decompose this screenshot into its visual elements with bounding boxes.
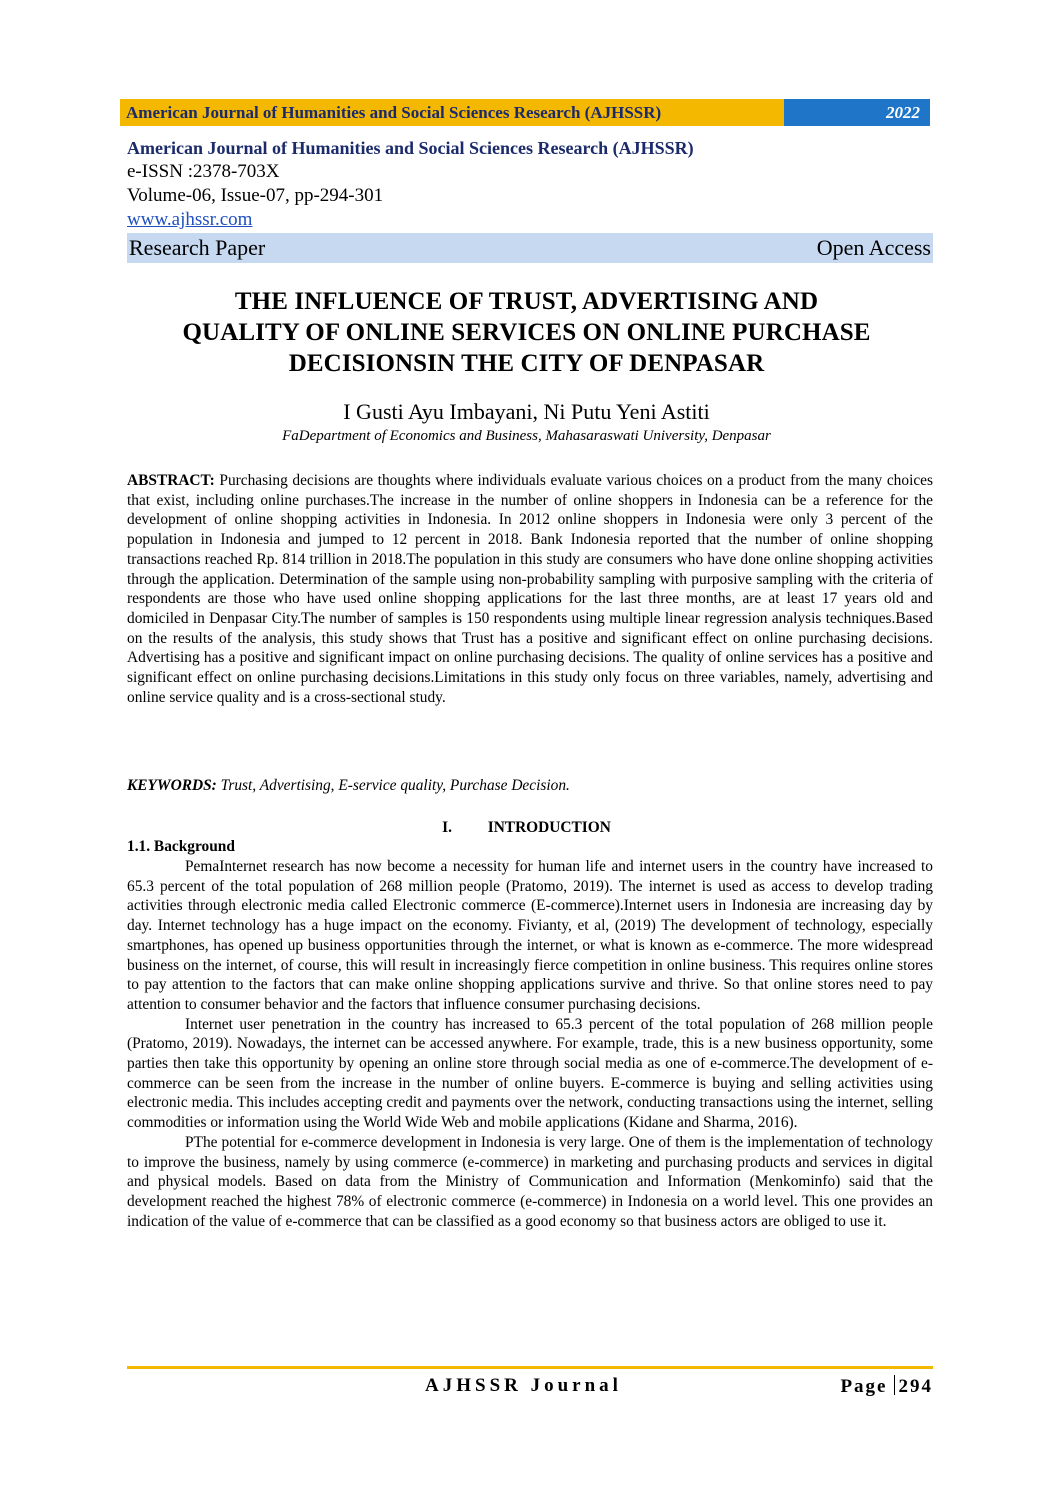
keywords-label: KEYWORDS: (127, 777, 217, 794)
authors: I Gusti Ayu Imbayani, Ni Putu Yeni Astiti (343, 399, 710, 424)
title-line: QUALITY OF ONLINE SERVICES ON ONLINE PURCHASE (182, 319, 871, 346)
running-header-year: 2022 (784, 99, 930, 126)
affiliation: FaDepartment of Economics and Business, Mahasaraswati University, Denpasar (282, 428, 771, 444)
footer-journal: AJHSSR Journal (425, 1375, 622, 1396)
abstract (127, 471, 933, 707)
section-number: I. (442, 819, 452, 836)
paragraph: PThe potential for e-commerce development in Indonesia is very large. One of them is the implementation of technology to improve the business, namely by using commerce (e-commerce) in marketing and purchasing products and services in digital and physical models. Based on data from the Ministry of Communication and Information (Menkominfo) said that the development reached the highest 78% of electronic commerce (e-commerce) in Indonesia on a world level. This one provides an indication of the value of e-commerce that can be classified as a good economy so that business actors are obliged to use it. (127, 1133, 933, 1230)
abstract-text: Purchasing decisions are thoughts where individuals evaluate various choices on a product from the many choices that exist, including online purchases.The increase in the number of online shoppers in Indonesia can be a reference for the development of online shopping activities in Indonesia. In 2012 online shoppers in Indonesia were only 3 percent of the population in Indonesia and jumped to 12 percent in 2018. Bank Indonesia reported that the number of online shopping transactions reached Rp. 814 trillion in 2018.The population in this study are consumers who have done online shopping activities through the application. Determination of the sample using non-probability sampling with purposive sampling with the criteria of respondents are those who have used online shopping applications for the last three months, are at least 17 years old and domiciled in Denpasar City.The number of samples is 150 respondents using multiple linear regression analysis techniques.Based on the results of the analysis, this study shows that Trust has a positive and significant effect on online purchasing decisions. Advertising has a positive and significant impact on online purchasing decisions. The quality of online services has a positive and significant effect on online purchasing decisions.Limitations in this study only focus on three variables, namely, advertising and online service quality and is a cross-sectional study. (127, 472, 933, 706)
page-separator (894, 1375, 895, 1395)
title-line: DECISIONSIN THE CITY OF DENPASAR (288, 350, 765, 377)
running-header-journal: American Journal of Humanities and Social Sciences Research (AJHSSR) (120, 99, 784, 126)
paragraph: PemaInternet research has now become a necessity for human life and internet users in the country have increased to 65.3 percent of the total population of 268 million people (Pratomo, 2019). The internet is used as access to develop trading activities through electronic media called Electronic commerce (E-commerce).Internet users in Indonesia are increasing day by day. Internet technology has a huge impact on the economy. Fivianty, et al, (2019) The development of technology, especially smartphones, has opened up business opportunities through the internet, or what is known as e-commerce. The more widespread business on the internet, of course, this will result in increasingly fierce competition in online business. This requires online stores to pay attention to the factors that can make online shopping applications survive and thrive. So that online stores need to pay attention to consumer behavior and the factors that influence consumer purchasing decisions. (127, 858, 933, 1013)
page-number: 294 (898, 1376, 933, 1397)
section-heading (120, 819, 933, 837)
paper-type-bar (127, 233, 933, 263)
section-title: INTRODUCTION (487, 819, 611, 836)
eissn: e-ISSN :2378-703X (127, 161, 280, 182)
volume-issue: Volume-06, Issue-07, pp-294-301 (127, 185, 384, 206)
subsection-heading: 1.1. Background (127, 838, 235, 855)
access-type: Open Access (816, 235, 931, 260)
title-line: THE INFLUENCE OF TRUST, ADVERTISING AND (234, 288, 819, 315)
footer-page (840, 1375, 933, 1398)
abstract-label: ABSTRACT: (127, 472, 215, 489)
paper-title (120, 286, 933, 379)
paragraph: Internet user penetration in the country has increased to 65.3 percent of the total population of 268 million people (Pratomo, 2019). Nowadays, the internet can be accessed anywhere. For example, trade, this is a new business opportunity, some parties then take this opportunity by opening an online store through social media as one of e-commerce.The development of e-commerce can be seen from the increase in the number of online buyers. E-commerce is buying and selling activities using electronic media. This includes accepting credit and payments over the network, conducting transactions using the internet, selling commodities or information using the World Wide Web and mobile applications (Kidane and Sharma, 2016). (127, 1015, 933, 1132)
journal-meta (127, 136, 933, 232)
keywords (127, 777, 933, 795)
footer-rule (127, 1366, 933, 1369)
keywords-text: Trust, Advertising, E-service quality, Purchase Decision. (216, 777, 570, 794)
running-header (120, 99, 930, 126)
journal-name: American Journal of Humanities and Social Sciences Research (AJHSSR) (127, 138, 694, 158)
website-link[interactable]: www.ajhssr.com (127, 209, 253, 230)
page-label: Page (840, 1376, 888, 1397)
paper-type: Research Paper (129, 235, 266, 260)
body-text (127, 857, 933, 1231)
